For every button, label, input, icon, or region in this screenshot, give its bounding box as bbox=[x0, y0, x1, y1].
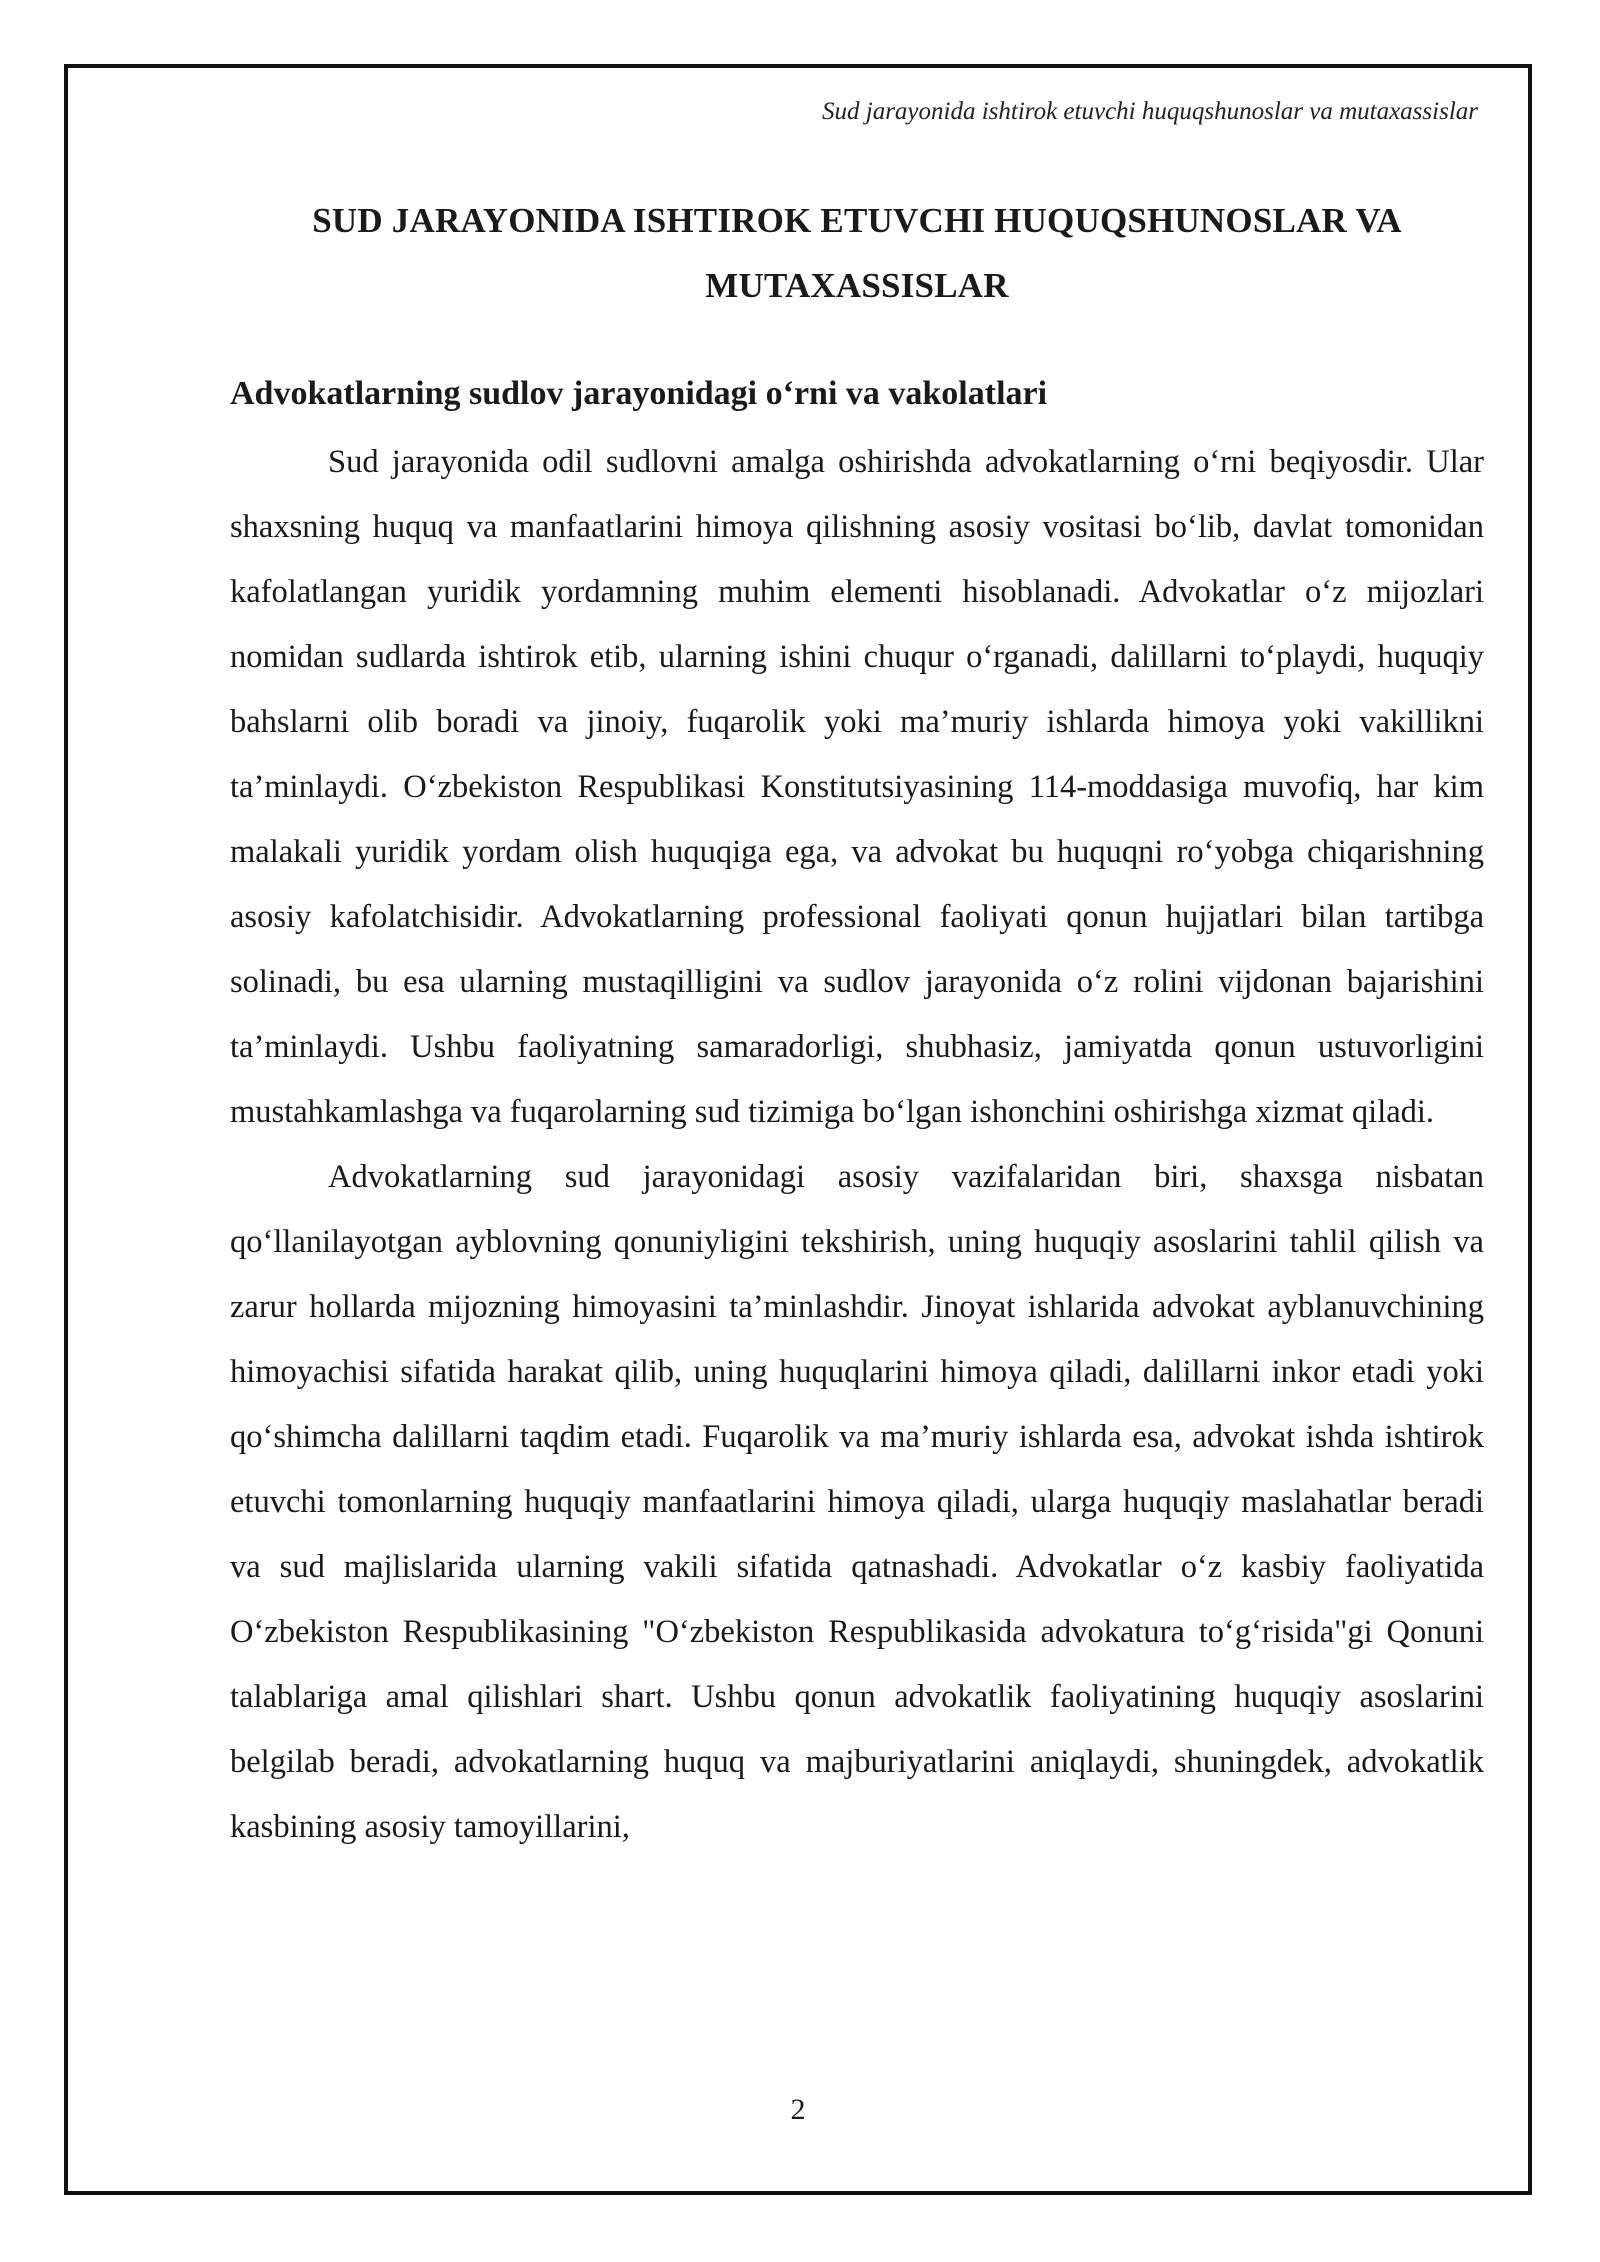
section-heading: Advokatlarning sudlov jarayonidagi o‘rni va vakolatlari bbox=[230, 375, 1048, 412]
running-header: Sud jarayonida ishtirok etuvchi huquqshunoslar va mutaxassislar bbox=[822, 98, 1478, 125]
document-title bbox=[230, 188, 1484, 318]
document-title-line-1: SUD JARAYONIDA ISHTIROK ETUVCHI HUQUQSHUNOSLAR VA bbox=[312, 201, 1402, 240]
document-title-line-2: MUTAXASSISLAR bbox=[705, 266, 1009, 305]
body-paragraph-1: Sud jarayonida odil sudlovni amalga oshirishda advokatlarning o‘rni beqiyosdir. Ular shaxsning huquq va manfaatlarini himoya qilishning asosiy vositasi bo‘lib, davlat tomonidan kafolatlangan yuridik yordamning muhim elementi hisoblanadi. Advokatlar o‘z mijozlari nomidan sudlarda ishtirok etib, ularning ishini chuqur o‘rganadi, dalillarni to‘playdi, huquqiy bahslarni olib boradi va jinoiy, fuqarolik yoki ma’muriy ishlarda himoya yoki vakillikni ta’minlaydi. O‘zbekiston Respublikasi Konstitutsiyasining 114-moddasiga muvofiq, har kim malakali yuridik yordam olish huquqiga ega, va advokat bu huquqni ro‘yobga chiqarishning asosiy kafolatchisidir. Advokatlarning professional faoliyati qonun hujjatlari bilan tartibga solinadi, bu esa ularning mustaqilligini va sudlov jarayonida o‘z rolini vijdonan bajarishini ta’minlaydi. Ushbu faoliyatning samaradorligi, shubhasiz, jamiyatda qonun ustuvorligini mustahkamlashga va fuqarolarning sud tizimiga bo‘lgan ishonchini oshirishga xizmat qiladi. bbox=[230, 444, 1484, 1130]
body-paragraph-2: Advokatlarning sud jarayonidagi asosiy vazifalaridan biri, shaxsga nisbatan qo‘llanilayotgan ayblovning qonuniyligini tekshirish, uning huquqiy asoslarini tahlil qilish va zarur hollarda mijozning himoyasini ta’minlashdir. Jinoyat ishlarida advokat ayblanuvchining himoyachisi sifatida harakat qilib, uning huquqlarini himoya qiladi, dalillarni inkor etadi yoki qo‘shimcha dalillarni taqdim etadi. Fuqarolik va ma’muriy ishlarda esa, advokat ishda ishtirok etuvchi tomonlarning huquqiy manfaatlarini himoya qiladi, ularga huquqiy maslahatlar beradi va sud majlislarida ularning vakili sifatida qatnashadi. Advokatlar o‘z kasbiy faoliyatida O‘zbekiston Respublikasining "O‘zbekiston Respublikasida advokatura to‘g‘risida"gi Qonuni talablariga amal qilishlari shart. Ushbu qonun advokatlik faoliyatining huquqiy asoslarini belgilab beradi, advokatlarning huquq va majburiyatlarini aniqlaydi, shuningdek, advokatlik kasbining asosiy tamoyillarini, bbox=[230, 1159, 1484, 1845]
page-number: 2 bbox=[790, 2093, 806, 2126]
page-frame bbox=[64, 64, 1532, 2195]
page-content bbox=[230, 188, 1484, 1860]
